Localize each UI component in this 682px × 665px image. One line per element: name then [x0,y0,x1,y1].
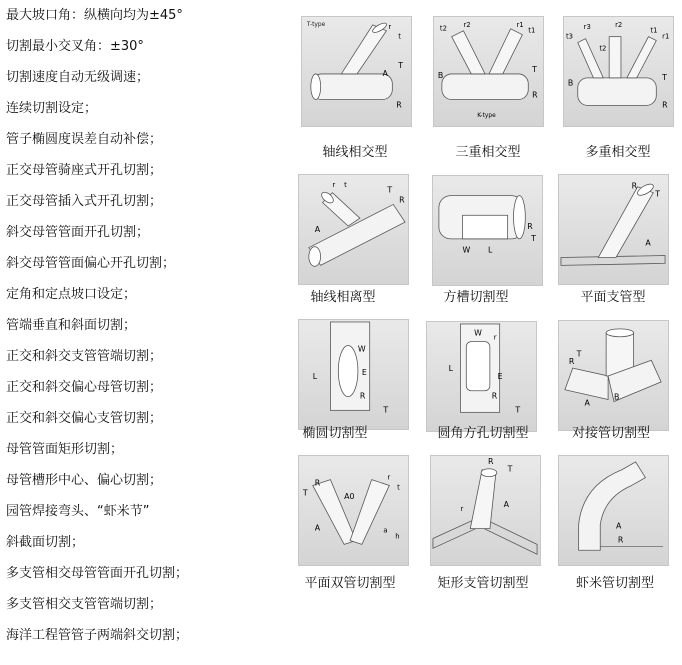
diagram-caption: 对接管切割型 [571,426,650,441]
diagram-label: R [532,90,538,100]
diagram-label: t1 [528,26,536,35]
diagram-label: T [655,189,661,199]
diagram-label: B [567,78,574,88]
diagram-label: W [357,344,366,354]
feature-item: 多支管相交支管管端切割； [6,597,163,612]
diagram-label: T [531,233,536,243]
diagram-label: L [487,245,493,255]
diagram-label: L [448,364,453,374]
diagram-label: T [302,488,308,498]
diagram-label: T [532,64,537,74]
diagram-label: A [503,500,510,510]
feature-item: 正交和斜交偏心支管切割； [6,411,163,426]
diagram-caption: 平面双管切割型 [304,576,396,591]
diagram-label: r [332,180,336,189]
diagram-ellipse-cut [298,319,409,430]
diagram-caption: 方槽切割型 [443,290,509,305]
diagram-label: E [497,371,503,381]
feature-item: 多支管相交母管管面开孔切割； [6,566,189,581]
feature-item: 海洋工程管管子两端斜交切割； [6,628,189,643]
diagram-label: T-type [306,21,326,28]
diagram-caption: 三重相交型 [455,145,521,160]
diagram-label: h [395,532,400,541]
diagram-label: R [631,181,638,191]
diagram-rectangular-branch [430,455,541,566]
feature-item: 切割最小交叉角：±30° [6,39,144,54]
feature-item: 园管焊接弯头、“虾米节” [6,504,150,519]
diagram-label: r [460,504,464,513]
diagram-label: r2 [615,20,623,29]
diagram-label: R [399,195,405,205]
diagram-triple-intersect [433,16,544,127]
diagram-label: T [576,349,582,359]
feature-item: 正交和斜交偏心母管切割； [6,380,163,395]
pipe-diagram [299,175,408,284]
diagram-label: K-type [477,113,496,120]
diagram-label: R [568,357,575,367]
feature-item: 正交和斜交支管管端切割； [6,349,163,364]
diagram-caption: 矩形支管切割型 [437,576,529,591]
diagram-label: B [613,392,620,402]
diagram-butt-pipe [558,320,669,431]
diagram-axis-offset [298,174,409,285]
diagram-label: r [387,473,391,482]
diagram-label: R [487,456,494,466]
diagram-label: r1 [516,20,524,29]
diagram-label: R [359,391,366,401]
diagram-label: t2 [439,24,447,33]
diagram-label: T [515,405,521,415]
diagram-label: t [397,483,400,492]
pipe-diagram [433,176,542,285]
feature-item: 连续切割设定； [6,101,98,116]
feature-item: 正交母管骑座式开孔切割； [6,163,163,178]
diagram-label: W [462,245,471,255]
pipe-diagram [299,456,408,565]
diagram-rounded-square-hole [426,321,537,432]
feature-item: 切割速度自动无级调速； [6,70,150,85]
diagram-label: t1 [650,26,658,35]
diagram-label: W [474,328,482,338]
diagram-label: L [312,371,318,381]
diagram-label: T [662,72,667,82]
diagram-label: R [314,478,321,488]
pipe-diagram [559,456,668,565]
pipe-diagram [427,322,536,431]
diagram-label: T [507,464,513,474]
diagram-label: B [437,70,444,80]
feature-item: 斜交母管管面偏心开孔切割； [6,256,176,271]
diagram-caption: 轴线相离型 [310,290,376,305]
feature-item: 管子椭圆度误差自动补偿； [6,132,163,147]
diagram-label: R [491,391,498,401]
diagram-label: R [396,100,402,110]
diagram-axis-intersect [301,16,412,127]
diagram-label: t3 [565,32,574,41]
diagram-label: r1 [662,32,670,41]
diagram-label: r [493,333,497,342]
diagram-label: A [615,521,622,531]
diagram-label: T [398,61,404,71]
feature-list [6,0,286,651]
feature-item: 斜交母管管面开孔切割； [6,225,150,240]
diagram-label: T [387,185,393,195]
diagram-square-slot [432,175,543,286]
feature-item: 母管槽形中心、偏心切割； [6,473,163,488]
diagram-caption: 平面支管型 [580,290,646,305]
pipe-diagram [559,175,668,284]
pipe-diagram [431,456,540,565]
diagram-label: r2 [463,20,471,29]
diagram-caption: 椭圆切割型 [302,426,368,441]
diagram-label: R [662,100,668,110]
diagram-label: A [382,68,388,78]
diagram-label: t [344,180,347,189]
diagram-label: A0 [344,492,355,502]
diagram-label: A [645,238,651,248]
diagram-label: t2 [599,44,607,53]
feature-item: 斜截面切割； [6,535,85,550]
pipe-diagram [299,320,408,429]
diagram-caption: 多重相交型 [585,145,651,160]
feature-item: 最大坡口角：纵横向均为±45° [6,8,183,23]
diagram-label: R [617,535,624,545]
pipe-diagram [434,17,543,126]
diagram-label: E [361,367,367,377]
pipe-diagram [564,17,673,126]
diagram-label: R [527,222,533,232]
diagram-label: A [314,523,321,533]
feature-item: 正交母管插入式开孔切割； [6,194,163,209]
diagram-caption: 虾米管切割型 [575,576,654,591]
pipe-diagram [559,321,668,430]
feature-item: 定角和定点坡口设定； [6,287,137,302]
diagram-caption: 圆角方孔切割型 [437,426,529,441]
feature-item: 母管管面矩形切割； [6,442,124,457]
diagram-caption: 轴线相交型 [322,145,388,160]
diagram-label: T [383,405,389,415]
diagram-label: A [584,398,590,408]
diagram-plane-double-pipe [298,455,409,566]
diagram-label: r3 [583,22,591,31]
diagram-multiple-intersect [563,16,674,127]
pipe-diagram [302,17,411,126]
diagram-label: A [314,224,321,234]
feature-item: 管端垂直和斜面切割； [6,318,137,333]
diagram-label: t [398,32,401,41]
diagram-shrimp-pipe [558,455,669,566]
diagram-label: a [383,526,388,535]
diagram-plane-branch [558,174,669,285]
diagram-label: r [388,22,392,31]
